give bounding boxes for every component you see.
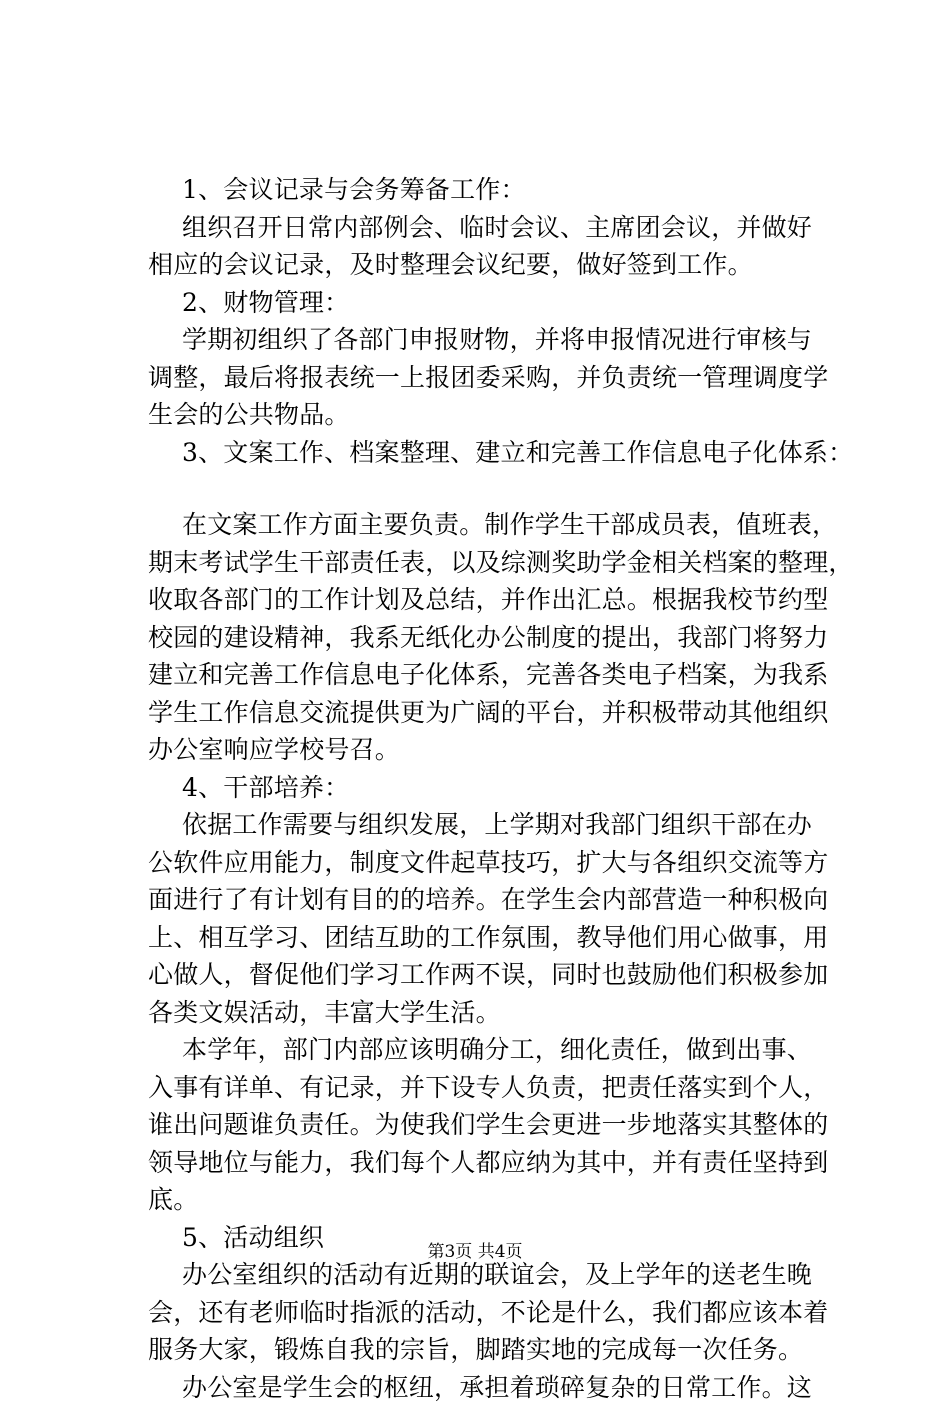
paragraph-line: 上、相互学习、团结互助的工作氛围，教导他们用心做事，用 bbox=[148, 919, 838, 957]
paragraph-line: 办公室是学生会的枢纽，承担着琐碎复杂的日常工作。这 bbox=[148, 1369, 838, 1406]
paragraph-line: 收取各部门的工作计划及总结，并作出汇总。根据我校节约型 bbox=[148, 581, 838, 619]
paragraph-line: 各类文娱活动，丰富大学生活。 bbox=[148, 994, 838, 1032]
page-footer: 第3页 共4页 bbox=[0, 1240, 950, 1264]
document-body bbox=[148, 171, 838, 1406]
paragraph-line: 相应的会议记录，及时整理会议纪要，做好签到工作。 bbox=[148, 246, 838, 284]
paragraph-line: 学期初组织了各部门申报财物，并将申报情况进行审核与 bbox=[148, 321, 838, 359]
paragraph-line: 期末考试学生干部责任表，以及综测奖助学金相关档案的整理， bbox=[148, 544, 838, 582]
paragraph-line: 办公室组织的活动有近期的联谊会，及上学年的送老生晚 bbox=[148, 1256, 838, 1294]
paragraph-line: 校园的建设精神，我系无纸化办公制度的提出，我部门将努力 bbox=[148, 619, 838, 657]
paragraph-line: 办公室响应学校号召。 bbox=[148, 731, 838, 769]
paragraph-line: 面进行了有计划有目的的培养。在学生会内部营造一种积极向 bbox=[148, 881, 838, 919]
paragraph-gap bbox=[148, 471, 838, 506]
paragraph-line: 本学年，部门内部应该明确分工，细化责任，做到出事、 bbox=[148, 1031, 838, 1069]
paragraph-line: 服务大家，锻炼自我的宗旨，脚踏实地的完成每一次任务。 bbox=[148, 1331, 838, 1369]
paragraph-line: 调整，最后将报表统一上报团委采购，并负责统一管理调度学 bbox=[148, 359, 838, 397]
paragraph-line: 会，还有老师临时指派的活动，不论是什么，我们都应该本着 bbox=[148, 1294, 838, 1332]
heading-cadre-training: 4、干部培养： bbox=[148, 769, 838, 807]
paragraph-line: 学生工作信息交流提供更为广阔的平台，并积极带动其他组织 bbox=[148, 694, 838, 732]
heading-property-management: 2、财物管理： bbox=[148, 284, 838, 322]
paragraph-line: 底。 bbox=[148, 1181, 838, 1219]
heading-activity-organization: 5、活动组织 bbox=[148, 1219, 838, 1257]
heading-meeting-records: 1、会议记录与会务筹备工作： bbox=[148, 171, 838, 209]
paragraph-line: 依据工作需要与组织发展，上学期对我部门组织干部在办 bbox=[148, 806, 838, 844]
paragraph-line: 生会的公共物品。 bbox=[148, 396, 838, 434]
paragraph-line: 组织召开日常内部例会、临时会议、主席团会议，并做好 bbox=[148, 209, 838, 247]
paragraph-line: 在文案工作方面主要负责。制作学生干部成员表，值班表， bbox=[148, 506, 838, 544]
heading-documentation-work: 3、文案工作、档案整理、建立和完善工作信息电子化体系： bbox=[148, 434, 838, 472]
paragraph-line: 心做人，督促他们学习工作两不误，同时也鼓励他们积极参加 bbox=[148, 956, 838, 994]
paragraph-line: 领导地位与能力，我们每个人都应纳为其中，并有责任坚持到 bbox=[148, 1144, 838, 1182]
paragraph-line: 公软件应用能力，制度文件起草技巧，扩大与各组织交流等方 bbox=[148, 844, 838, 882]
paragraph-line: 建立和完善工作信息电子化体系，完善各类电子档案，为我系 bbox=[148, 656, 838, 694]
paragraph-line: 入事有详单、有记录，并下设专人负责，把责任落实到个人， bbox=[148, 1069, 838, 1107]
paragraph-line: 谁出问题谁负责任。为使我们学生会更进一步地落实其整体的 bbox=[148, 1106, 838, 1144]
